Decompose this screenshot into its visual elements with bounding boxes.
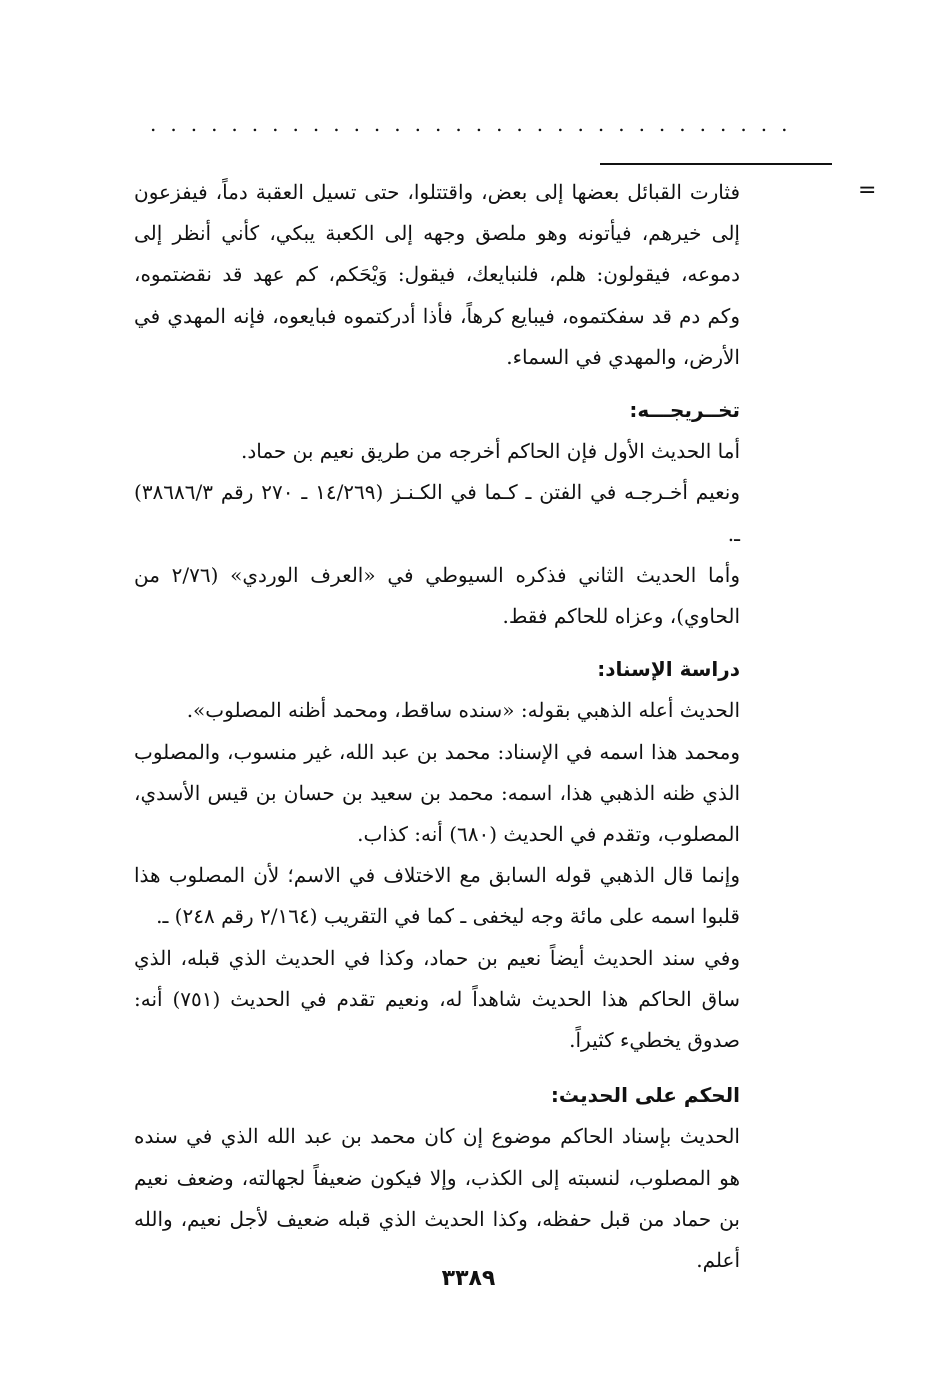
isnad-paragraph-1: الحديث أعله الذهبي بقوله: «سنده ساقط، ومحمد أظنه المصلوب». <box>186 698 740 723</box>
hadith-text-continuation: فثارت القبائل بعضها إلى بعض، واقتتلوا، حتى تسيل العقبة دماً، فيفزعون إلى خيرهم، فيأتونه وهو ملصق وجهه إلى الكعبة يبكي، كأني أنظر إلى دموعه، فيقولون: هلم، فلنبايعك، فيقول: وَيْحَكم، كم عهد قد نقضتموه، وكم دم قد سفكتموه، فيبايع كرهاً، فأذا أدركتموه فبايعوه، فإنه المهدي في الأرض، والمهدي في السماء. <box>134 180 741 369</box>
isnad-heading: دراسة الإسناد: <box>597 657 740 682</box>
footnote-separator-rule <box>600 163 832 165</box>
header-dotted-line: ................................ <box>150 112 802 136</box>
isnad-paragraph-3: وإنما قال الذهبي قوله السابق مع الاختلاف في الاسم؛ لأن المصلوب هذا قلبوا اسمه على مائة وجه ليخفى ـ كما في التقريب (٢/١٦٤ رقم ٢٤٨) ـ. <box>134 863 740 929</box>
takhrij-heading: تخــريجـــه: <box>629 398 740 423</box>
isnad-paragraph-4: وفي سند الحديث أيضاً نعيم بن حماد، وكذا في الحديث الذي قبله، الذي ساق الحاكم هذا الحديث شاهداً له، ونعيم تقدم في الحديث (٧٥١) أنه: صدوق يخطيء كثيراً. <box>134 945 740 1053</box>
hukm-paragraph-1: الحديث بإسناد الحاكم موضوع إن كان محمد بن عبد الله الذي في سنده هو المصلوب، لنسبته إلى الكذب، وإلا فيكون ضعيفاً لجهالته، وضعف نعيم بن حماد من قبل حفظه، وكذا الحديث الذي قبله ضعيف لأجل نعيم، والله أعلم. <box>134 1124 740 1273</box>
isnad-paragraph-2: ومحمد هذا اسمه في الإسناد: محمد بن عبد الله، غير منسوب، والمصلوب الذي ظنه الذهبي هذا، اسمه: محمد بن سعيد بن حسان بن قيس الأسدي، المصلوب، وتقدم في الحديث (٦٨٠) أنه: كذاب. <box>134 739 740 847</box>
page-body <box>134 172 740 1281</box>
takhrij-paragraph-2: ونعيم أخـرجـه في الفتن ـ كـما في الكـنـز (١٤/٢٦٩ ـ ٢٧٠ رقم ٣٨٦٨٦/٣) ـ. <box>134 480 741 546</box>
page-number: ٣٣٨٩ <box>441 1266 496 1291</box>
hukm-heading: الحكم على الحديث: <box>550 1083 740 1108</box>
takhrij-paragraph-3: وأما الحديث الثاني فذكره السيوطي في «العرف الوردي» (٢/٧٦ من الحاوي)، وعزاه للحاكم فقط. <box>134 562 740 629</box>
continuation-mark: = <box>858 178 877 203</box>
takhrij-paragraph-1: أما الحديث الأول فإن الحاكم أخرجه من طريق نعيم بن حماد. <box>241 439 740 464</box>
